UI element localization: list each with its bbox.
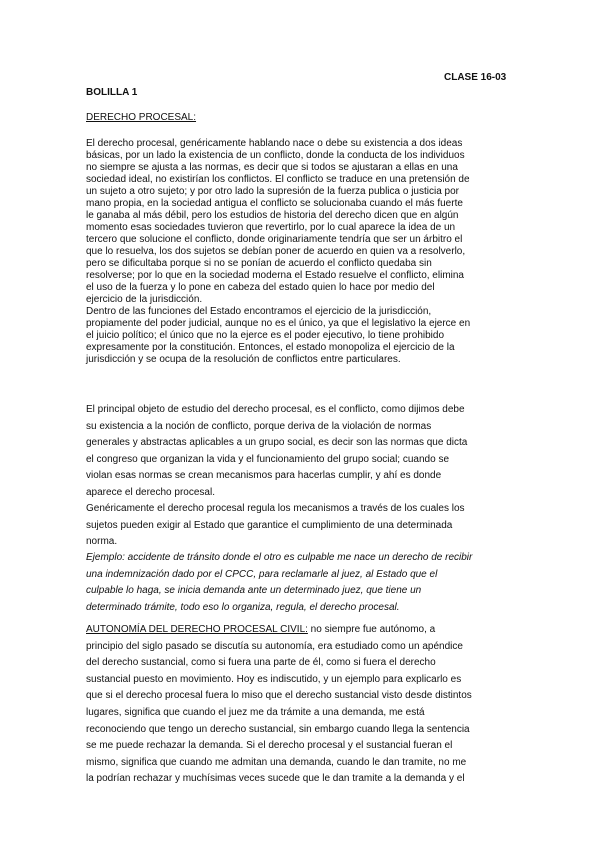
text-line: tercero que solucione el conflicto, donde originariamente tendría que ser un árbitro el — [86, 234, 463, 245]
text-line: Dentro de las funciones del Estado encontramos el ejercicio de la jurisdicción, — [86, 306, 432, 317]
text-line — [86, 622, 518, 639]
text-line: sujetos pueden exigir al Estado que garantice el cumplimiento de una determinada — [86, 519, 453, 531]
text-line: resolverse; por lo que en la sociedad moderna el Estado resuelve el conflicto, elimina — [86, 270, 464, 281]
text-line: que si el derecho procesal fuera lo miso que el derecho sustancial visto desde distintos — [86, 690, 472, 702]
text-line: expresamente por la constitución. Entonces, el estado monopoliza el ejercicio de la — [86, 342, 455, 353]
text-line: ejercicio de la jurisdicción. — [86, 294, 203, 305]
text-line: reconociendo que tengo un derecho sustancial, sin embargo cuando llega la sentencia — [86, 723, 470, 735]
text-line: aparece el derecho procesal. — [86, 486, 215, 498]
text-line: el uso de la fuerza y lo pone en cabeza del estado quien lo hace por medio del — [86, 282, 435, 293]
example-paragraph — [86, 550, 518, 616]
text-line: norma. — [86, 536, 118, 548]
text-line: momento esas sociedades tuvieron que revertirlo, por lo cual aparece la idea de un — [86, 222, 456, 233]
text-line: del derecho sustancial, como si fuera una parte de él, como si fuera el derecho — [86, 657, 436, 669]
text-line: básicas, por un lado la existencia de un conflicto, donde la conducta de los individuos — [86, 150, 465, 161]
text-line: Ejemplo: accidente de tránsito donde el otro es culpable me nace un derecho de recibir — [86, 552, 473, 563]
text-line: pero se dificultaba porque si no se ponían de acuerdo el conflicto quedaba sin — [86, 258, 432, 269]
text-line: El derecho procesal, genéricamente hablando nace o debe su existencia a dos ideas — [86, 138, 463, 149]
text-line: determinado trámite, todo eso lo organiza, regula, el derecho procesal. — [86, 601, 400, 613]
paragraph-origins — [86, 138, 518, 366]
text-line: la podrían rechazar y muchísimas veces sucede que le dan tramite a la demanda y el — [86, 773, 465, 785]
text-line: lugares, significa que cuando el juez me da trámite a una demanda, me está — [86, 706, 425, 718]
text-line: sustancial puesto en movimiento. Hoy es indiscutido, y un ejemplo para explicarlo es — [86, 673, 462, 685]
text-line: su existencia a la noción de conflicto, porque deriva de la violación de normas — [86, 420, 432, 432]
paragraph-object-of-study — [86, 402, 518, 502]
text-line: sociedad ideal, no existirían los conflictos. El conflicto se traduce en una pretensión de — [86, 174, 470, 185]
text-line: mano propia, en la sociedad antigua el conflicto se solucionaba cuando el más fuerte — [86, 198, 463, 209]
paragraph-regulation — [86, 501, 518, 551]
text-line: culpable lo haga, se inicia demanda ante un determinado juez, que tiene un — [86, 585, 422, 597]
text-line: Genéricamente el derecho procesal regula los mecanismos a través de los cuales los — [86, 503, 465, 514]
text-line: un sujeto a otro sujeto; y por otro lado la supresión de la fuerza publica o justicia por — [86, 186, 459, 197]
text-line: una indemnización dado por el CPCC, para reclamarle al juez, al Estado que el — [86, 568, 438, 580]
text-line: el congreso que organizan la vida y el funcionamiento del grupo social; cuando se — [86, 453, 450, 465]
text-line: mismo, significa que cuando me admitan una demanda, cuando le dan tramite, no me — [86, 756, 467, 768]
text-line: El principal objeto de estudio del derecho procesal, es el conflicto, como dijimos debe — [86, 404, 465, 415]
unit-title: BOLILLA 1 — [86, 87, 138, 98]
class-label: CLASE 16-03 — [444, 72, 507, 83]
paragraph-autonomy — [86, 622, 518, 788]
text-line: violan esas normas se crean mecanismos para hacerlas cumplir, y ahí es donde — [86, 470, 442, 482]
text-line: le ganaba al más débil, pero los estudios de historia del derecho dicen que en algún — [86, 210, 459, 221]
autonomy-first-line: no siempre fue autónomo, a — [307, 624, 436, 635]
section-title: DERECHO PROCESAL: — [86, 112, 197, 123]
text-line: que lo resuelva, los dos sujetos se debían poner de acuerdo en quien va a resolverlo, — [86, 246, 466, 257]
text-line: principio del siglo pasado se discutía su autonomía, era estudiado como un apéndice — [86, 640, 463, 652]
text-line: el juicio político; el único que no la ejerce es el poder ejecutivo, lo tiene prohibido — [86, 330, 445, 341]
autonomy-heading: AUTONOMÍA DEL DERECHO PROCESAL CIVIL: — [86, 624, 308, 635]
text-line: propiamente del poder judicial, aunque no es el único, ya que el legislativo la ejerce en — [86, 318, 471, 329]
text-line: no siempre se ajusta a las normas, es decir que si todos se ajustaran a ellas en una — [86, 162, 458, 173]
text-line: jurisdicción y se ocupa de la resolución de conflictos entre particulares. — [86, 354, 401, 365]
text-line: generales y abstractas aplicables a un grupo social, es decir son las normas que dicta — [86, 437, 468, 449]
text-line: se me puede rechazar la demanda. Si el derecho procesal y el sustancial fueran el — [86, 740, 453, 752]
